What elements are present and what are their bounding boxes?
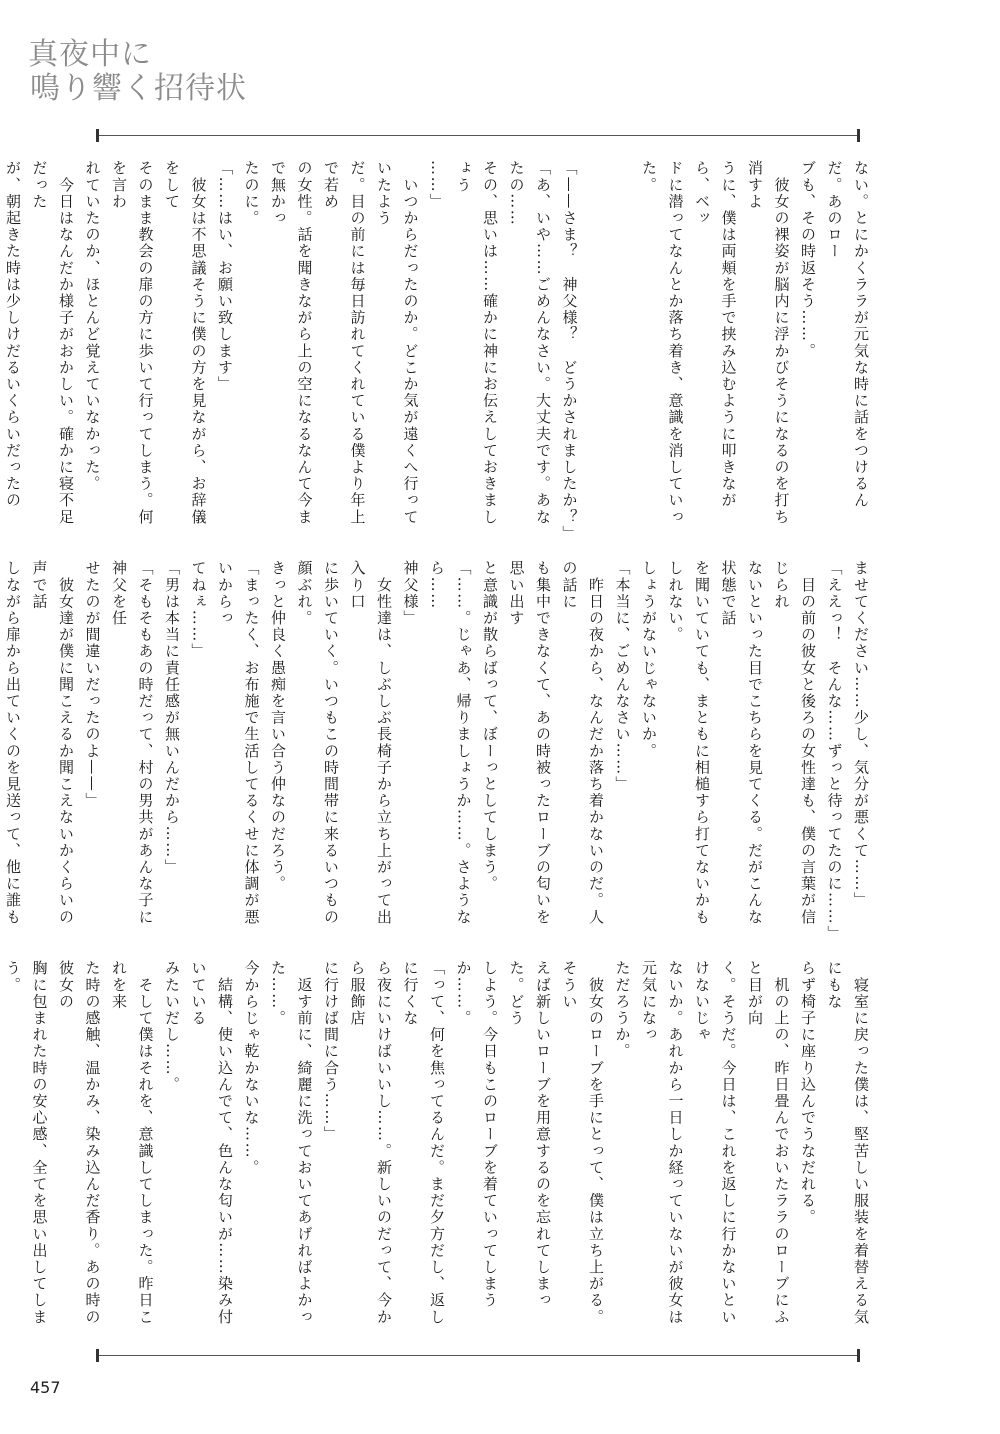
text-line: 今からじゃ乾かないな……。 xyxy=(242,960,261,1176)
text-line: 寝室に戻った僕は、堅苦しい服装を着替える気にもな xyxy=(825,960,870,1326)
text-line: ら夜にいけばいいし……。新しいのだって、今から服飾店 xyxy=(348,960,393,1326)
text-line xyxy=(609,160,636,538)
text-line: きっと仲良く愚痴を言い合う仲なのだろう。 xyxy=(269,560,287,892)
text-line: を聞いていても、まともに相槌すら打てないかもしれない。 xyxy=(666,560,711,926)
page-number: 457 xyxy=(30,1378,61,1397)
text-line: 今日はなんだか様子がおかしい。確かに寝不足だった xyxy=(30,160,75,526)
text-line: 女性達は、しぶしぶ長椅子から立ち上がって出入り口 xyxy=(348,560,393,926)
text-line: ブも、その時返そう……。 xyxy=(799,160,817,360)
text-line: うに、僕は両頬を手で挟み込むように叩きながら、ベッ xyxy=(693,160,738,509)
text-line: えば新しいローブを用意するのを忘れてしまった。どう xyxy=(507,960,552,1309)
text-block-1 xyxy=(4,160,874,542)
text-line: 彼女のローブを手にとって、僕は立ち上がる。そうい xyxy=(560,960,605,1326)
text-line: 結構、使い込んでて、色んな匂いが……染み付いている xyxy=(189,960,234,1326)
text-line: 「そもそもあの時だって、村の男共があんな子に神父を任 xyxy=(110,560,155,926)
text-line: しよう。今日もこのローブを着ていってしまうか……。 xyxy=(454,960,499,1309)
text-line: てねぇ……」 xyxy=(189,560,208,660)
text-line xyxy=(583,160,610,538)
text-line: く。そうだ。今日は、これを返しに行かないといけないじゃ xyxy=(693,960,738,1326)
text-line: 「ええっ！ そんな……ずっと待ってたのに……」 xyxy=(825,560,844,942)
text-line: しながら扉から出ていくのを見送って、他に誰も xyxy=(4,560,22,926)
text-line: に歩いていく。いつもこの時間帯に来るいつもの顔ぶれ。 xyxy=(295,560,340,926)
text-line: らず椅子に座り込んでうなだれる。 xyxy=(799,960,817,1226)
text-line: に行けば間に合う……」 xyxy=(322,960,340,1143)
text-line: たのに。 xyxy=(242,160,261,227)
text-line: しょうがないじゃないか。 xyxy=(640,560,658,760)
text-line: 彼女達が僕に聞こえるか聞こえないかくらいの声で話 xyxy=(30,560,75,926)
text-line: た時の感触、温かみ、染み込んだ香り。あの時の彼女の xyxy=(57,960,102,1326)
text-line: 昨日の夜から、なんだか落ち着かないのだ。人の話に xyxy=(560,560,605,926)
text-line: ない。とにかくララが元気な時に話をつけるんだ。あのロー xyxy=(825,160,870,509)
text-block-2 xyxy=(4,560,874,942)
text-line: ないか。あれから一日しか経っていないが彼女は元気になっ xyxy=(640,960,685,1326)
text-line: と意識が散らばって、ぼーっとしてしまう。 xyxy=(481,560,499,892)
text-line: そして僕はそれを、意識してしまった。昨日これを来 xyxy=(110,960,155,1326)
text-line: ませてください……少し、気分が悪くて……」 xyxy=(852,560,870,909)
text-line: みたいだし……。 xyxy=(163,960,181,1093)
text-line: が、朝起きた時は少しけだるいくらいだったの xyxy=(4,160,22,509)
text-line: 「……はい、お願い致します」 xyxy=(216,160,234,393)
text-line: だ。目の前には毎日訪れてくれている僕より年上で若め xyxy=(322,160,367,526)
text-line: 「——さま？ 神父様？ どうかされましたか？」 xyxy=(560,160,579,542)
text-line: 机の上の、昨日畳んでおいたララのローブにふと目が向 xyxy=(746,960,791,1326)
book-title-line-2: 鳴り響く招待状 xyxy=(30,71,247,106)
text-line: その、思いは……確かに神にお伝えしておきましょう xyxy=(454,160,499,526)
text-line: そのまま教会の扉の方に歩いて行ってしまう。何を言わ xyxy=(110,160,155,526)
text-line: の女性。話を聞きながら上の空になるなんて今まで無かっ xyxy=(269,160,314,526)
text-line: 「まったく、お布施で生活してるくせに体調が悪いからっ xyxy=(216,560,261,926)
text-line: せたのが間違いだったのよ——」 xyxy=(83,560,102,809)
text-line: いつからだったのか。どこか気が遠くへ行っていたよう xyxy=(375,160,420,526)
text-line: 彼女の裸姿が脳内に浮かびそうになるのを打ち消すよ xyxy=(746,160,791,526)
text-line: ドに潜ってなんとか落ち着き、意識を消していった。 xyxy=(640,160,685,526)
top-rule xyxy=(96,135,860,136)
text-line: 神父様」 xyxy=(401,560,420,627)
text-line: 「……。じゃあ、帰りましょうか……。さようなら…… xyxy=(428,560,473,926)
text-line: 「あ、いや……ごめんなさい。大丈夫です。あなたの…… xyxy=(507,160,552,526)
text-line: 「本当に、ごめんなさい……」 xyxy=(613,560,632,793)
book-title-line-1: 真夜中に xyxy=(28,37,152,72)
text-line: 「男は本当に責任感が無いんだから……」 xyxy=(163,560,181,876)
text-line: 目の前の彼女と後ろの女性達も、僕の言葉が信じられ xyxy=(772,560,817,926)
text-line: 彼女は不思議そうに僕の方を見ながら、お辞儀をして xyxy=(163,160,208,526)
book-title xyxy=(28,38,258,106)
text-line: 「って、何を焦ってるんだ。まだ夕方だし、返しに行くな xyxy=(401,960,446,1326)
text-line: 返す前に、綺麗に洗っておいてあげればよかった……。 xyxy=(269,960,314,1326)
text-line: ないといった目でこちらを見てくる。だがこんな状態で話 xyxy=(719,560,764,926)
text-line: ……」 xyxy=(428,160,446,210)
text-block-3 xyxy=(4,960,874,1338)
text-line: れていたのか、ほとんど覚えていなかった。 xyxy=(83,160,102,492)
bottom-rule xyxy=(96,1355,860,1356)
text-line: も集中できなくて、あの時被ったローブの匂いを思い出す xyxy=(507,560,552,926)
text-line: 胸に包まれた時の安心感、全てを思い出してしまう。 xyxy=(4,960,49,1326)
text-line: ただろうか。 xyxy=(613,960,632,1060)
